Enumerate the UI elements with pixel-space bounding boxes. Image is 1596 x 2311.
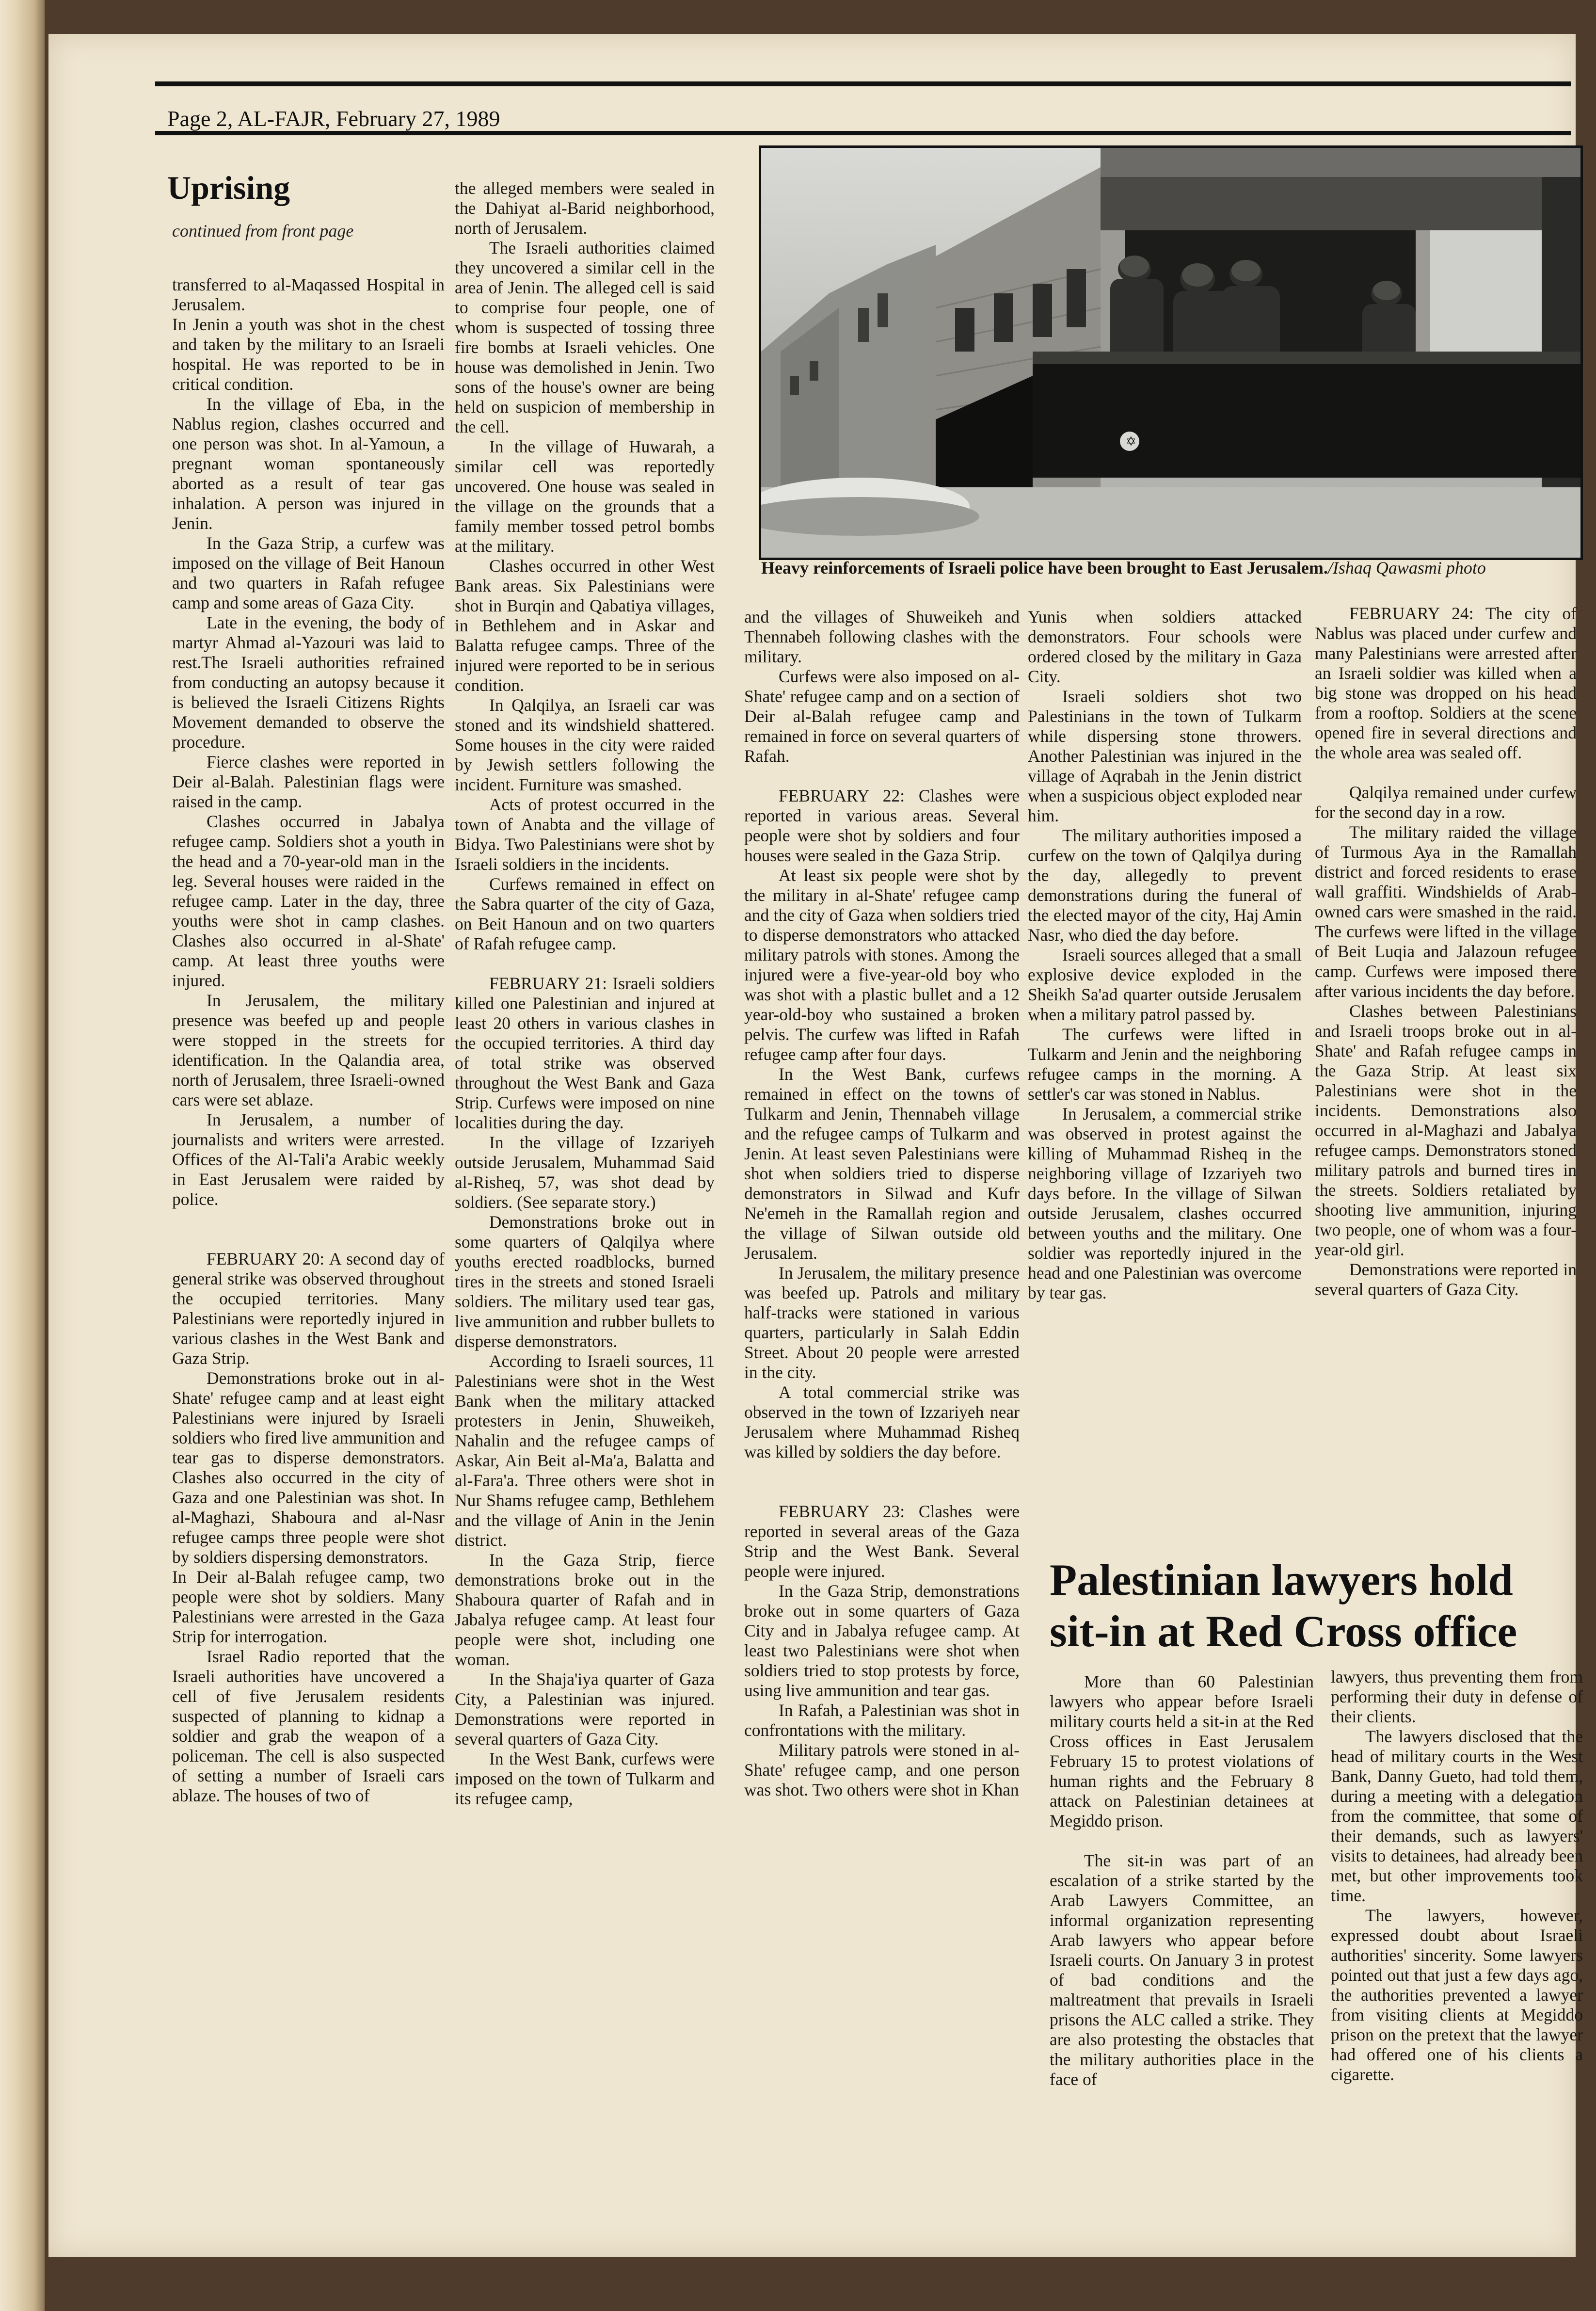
- svg-text:✡: ✡: [1126, 434, 1136, 449]
- paragraph: In Jerusalem, a commercial strike was observed in protest against the killing of Muhammad Risheq in the neighboring village of Izzariyeh two days before. In the village of Silwan outside Jerusalem, clashes occurred between youths and the military. One soldier was reportedly injured in the head and one Palestinian was overcome by tear gas.: [1028, 1104, 1302, 1302]
- paragraph: Clashes between Palestinians and Israeli troops broke out in al-Shate' and Rafah refugee camps in the Gaza Strip. At least six Palestinians were shot in the incidents. Demonstrations also occurred in al-Maghazi and Jabalya refugee camps. Demonstrators stoned military patrols and burned tires in the streets. Soldiers retaliated by shooting live ammunition, injuring two people, one of whom was a four-year-old girl.: [1315, 1001, 1577, 1259]
- paragraph: Israel Radio reported that the Israeli authorities have uncovered a cell of five Jerusalem residents suspected of planning to kidnap a soldier and grab the weapon of a policeman. The cell is also suspected of setting a number of Israeli cars ablaze. The houses of two of: [172, 1647, 445, 1805]
- lawyers-column-1: [1050, 1672, 1314, 2089]
- photo-caption: [761, 558, 1585, 578]
- paragraph: In the village of Izzariyeh outside Jerusalem, Muhammad Said al-Risheq, 57, was shot dead by soldiers. (See separate story.): [455, 1133, 715, 1212]
- paragraph: In Jerusalem, a number of journalists and writers were arrested. Offices of the Al-Tali'a Arabic weekly in East Jerusalem were raided by police.: [172, 1110, 445, 1209]
- paragraph: Clashes occurred in Jabalya refugee camp. Soldiers shot a youth in the head and a 70-year-old man in the leg. Several houses were raided in the refugee camp. Later in the day, three youths were shot in camp clashes. Clashes also occurred in al-Shate' camp. At least three youths were injured.: [172, 812, 445, 990]
- paragraph: In Qalqilya, an Israeli car was stoned and its windshield shattered. Some houses in the city were raided by Jewish settlers following the incident. Furniture was smashed.: [455, 695, 715, 794]
- paragraph: Fierce clashes were reported in Deir al-Balah. Palestinian flags were raised in the camp.: [172, 752, 445, 811]
- paragraph: and the villages of Shuweikeh and Thennabeh following clashes with the military.: [744, 607, 1020, 666]
- article-column-1: [172, 275, 445, 1806]
- police-reinforcements-photo: [761, 148, 1580, 558]
- paragraph: In Jerusalem, the military presence was beefed up. Patrols and military half-tracks were stationed in various quarters, particularly in Salah Eddin Street. About 20 people were arrested in the city.: [744, 1263, 1020, 1382]
- paragraph: In the Gaza Strip, a curfew was imposed on the village of Beit Hanoun and two quarters in Rafah refugee camp and some areas of Gaza City.: [172, 533, 445, 612]
- paragraph: Israeli sources alleged that a small explosive device exploded in the Sheikh Sa'ad quarter outside Jerusalem when a military patrol passed by.: [1028, 945, 1302, 1024]
- paragraph: In Jenin a youth was shot in the chest and taken by the military to an Israeli hospital. He was reported to be in critical condition.: [172, 315, 445, 394]
- paragraph: More than 60 Palestinian lawyers who appear before Israeli military courts held a sit-in at the Red Cross offices in East Jerusalem February 15 to protest violations of human rights and the February 8 attack on Palestinian detainees at Megiddo prison.: [1050, 1672, 1314, 1830]
- paragraph: The sit-in was part of an escalation of a strike started by the Arab Lawyers Committee, an informal organization representing Arab lawyers who appear before Israeli courts. On January 3 in protest of bad conditions and the maltreatment that prevails in Israeli prisons the ALC called a strike. They are also protesting the obstacles that the military authorities place in the face of: [1050, 1851, 1314, 2089]
- article-column-3: [744, 607, 1020, 1800]
- paragraph: Qalqilya remained under curfew for the second day in a row.: [1315, 783, 1577, 822]
- paragraph: The military authorities imposed a curfew on the town of Qalqilya during the day, allegedly to prevent demonstrations during the funeral of the elected mayor of the city, Haj Amin Nasr, who died the day before.: [1028, 826, 1302, 945]
- paragraph: lawyers, thus preventing them from performing their duty in defense of their clients.: [1331, 1667, 1583, 1726]
- paragraph: Yunis when soldiers attacked demonstrators. Four schools were ordered closed by the military in Gaza City.: [1028, 607, 1302, 686]
- paragraph: According to Israeli sources, 11 Palestinians were shot in the West Bank when the military attacked protesters in Jenin, Shuweikeh, Nahalin and the refugee camps of Askar, Ain Beit al-Ma'a, Balatta and al-Fara'a. Three others were shot in Nur Shams refugee camp, Bethlehem and the village of Anin in the Jenin district.: [455, 1351, 715, 1550]
- paragraph: FEBRUARY 24: The city of Nablus was placed under curfew and many Palestinians were arrested after an Israeli soldier was killed when a big stone was dropped on his head from a rooftop. Soldiers at the scene opened fire in several directions and the whole area was sealed off.: [1315, 604, 1577, 762]
- article-headline: Uprising: [167, 169, 290, 206]
- paragraph: Demonstrations broke out in some quarters of Qalqilya where youths erected roadblocks, burned tires in the streets and stoned Israeli soldiers. The military used tear gas, live ammunition and rubber bullets to disperse demonstrators.: [455, 1212, 715, 1351]
- paragraph: Demonstrations were reported in several quarters of Gaza City.: [1315, 1260, 1577, 1299]
- paragraph: FEBRUARY 22: Clashes were reported in various areas. Several people were shot by soldiers and four houses were sealed in the Gaza Strip.: [744, 786, 1020, 865]
- paragraph: The curfews were lifted in Tulkarm and Jenin and the neighboring refugee camps in the morning. A settler's car was stoned in Nablus.: [1028, 1025, 1302, 1104]
- header-rule: [155, 131, 1571, 135]
- book-binding: [0, 0, 45, 2311]
- paragraph: FEBRUARY 20: A second day of general strike was observed throughout the occupied territories. Many Palestinians were reportedly injured in various clashes in the West Bank and Gaza Strip.: [172, 1249, 445, 1368]
- paragraph: Clashes occurred in other West Bank areas. Six Palestinians were shot in Burqin and Qabatiya villages, in Bethlehem and in Askar and Balatta refugee camps. Three of the injured were reported to be in serious condition.: [455, 556, 715, 695]
- paragraph: Israeli soldiers shot two Palestinians in the town of Tulkarm while dispersing stone throwers. Another Palestinian was injured in the village of Aqrabah in the Jenin district when a suspicious object exploded near him.: [1028, 687, 1302, 825]
- photo-credit: /Ishaq Qawasmi photo: [1327, 558, 1486, 578]
- paragraph: Curfews remained in effect on the Sabra quarter of the city of Gaza, on Beit Hanoun and on two quarters of Rafah refugee camp.: [455, 874, 715, 953]
- paragraph: In the village of Huwarah, a similar cell was reportedly uncovered. One house was sealed in the village on the grounds that a family member tossed petrol bombs at the military.: [455, 437, 715, 556]
- paragraph: In the Gaza Strip, fierce demonstrations broke out in the Shaboura quarter of Rafah and in Jabalya refugee camp. At least four people were shot, including one woman.: [455, 1550, 715, 1669]
- article-column-2: [455, 178, 715, 1809]
- news-photo: [759, 145, 1583, 560]
- top-rule: [155, 81, 1571, 86]
- paragraph: transferred to al-Maqassed Hospital in Jerusalem.: [172, 275, 445, 314]
- paragraph: In the Shaja'iya quarter of Gaza City, a Palestinian was injured. Demonstrations were reported in several quarters of Gaza City.: [455, 1669, 715, 1749]
- paragraph: In the Gaza Strip, demonstrations broke out in some quarters of Gaza City and in Jabalya refugee camp. At least two Palestinians were shot when soldiers tried to stop protests by force, using live ammunition and tear gas.: [744, 1581, 1020, 1700]
- paragraph: the alleged members were sealed in the Dahiyat al-Barid neighborhood, north of Jerusalem.: [455, 178, 715, 238]
- article-column-4: [1028, 607, 1302, 1303]
- paragraph: The lawyers disclosed that the head of military courts in the West Bank, Danny Gueto, had told them, during a meeting with a delegation from the committee, that some of their demands, such as lawyers' visits to detainees, had already been met, but other improvements took time.: [1331, 1727, 1583, 1905]
- paragraph: Demonstrations broke out in al-Shate' refugee camp and at least eight Palestinians were injured by Israeli soldiers who fired live ammunition and tear gas to disperse demonstrators. Clashes also occurred in the city of Gaza and one Palestinian was shot. In al-Maghazi, Shaboura and al-Nasr refugee camps three people were shot by soldiers dispersing demonstrators.: [172, 1368, 445, 1567]
- caption-text: Heavy reinforcements of Israeli police have been brought to East Jerusalem.: [761, 558, 1328, 578]
- paragraph: In Rafah, a Palestinian was shot in confrontations with the military.: [744, 1701, 1020, 1740]
- paragraph: The Israeli authorities claimed they uncovered a similar cell in the area of Jenin. The alleged cell is said to comprise four people, one of whom is suspected of tossing three fire bombs at Israeli vehicles. One house was demolished in Jenin. Two sons of the house's owner are being held on suspicion of membership in the cell.: [455, 238, 715, 436]
- paragraph: FEBRUARY 21: Israeli soldiers killed one Palestinian and injured at least 20 others in various clashes in the occupied territories. A third day of total strike was observed throughout the West Bank and Gaza Strip. Curfews were imposed on nine localities during the day.: [455, 974, 715, 1132]
- paragraph: In the village of Eba, in the Nablus region, clashes occurred and one person was shot. In al-Yamoun, a pregnant woman spontaneously aborted as a result of tear gas inhalation. A person was injured in Jenin.: [172, 394, 445, 533]
- paragraph: The lawyers, however, expressed doubt about Israeli authorities' sincerity. Some lawyers pointed out that just a few days ago, the authorities prevented a lawyer from visiting clients at Megiddo prison on the pretext that the lawyer had offered one of his clients a cigarette.: [1331, 1906, 1583, 2084]
- paragraph: At least six people were shot by the military in al-Shate' refugee camp and the city of Gaza when soldiers tried to disperse demonstrators who attacked military patrols with stones. Among the injured were a five-year-old boy who was shot with a plastic bullet and a 12 year-old-boy who sustained a broken pelvis. The curfew was lifted in Rafah refugee camp after four days.: [744, 866, 1020, 1064]
- paragraph: Acts of protest occurred in the town of Anabta and the village of Bidya. Two Palestinians were shot by Israeli soldiers in the incidents.: [455, 795, 715, 874]
- lawyers-headline: Palestinian lawyers hold sit-in at Red Cross office: [1050, 1555, 1517, 1656]
- paragraph: In Jerusalem, the military presence was beefed up and people were stopped in the streets for identification. In the Qalandia area, north of Jerusalem, three Israeli-owned cars were set ablaze.: [172, 991, 445, 1109]
- paragraph: Curfews were also imposed on al-Shate' refugee camp and on a section of Deir al-Balah refugee camp and remained in force on several quarters of Rafah.: [744, 667, 1020, 766]
- running-head: Page 2, AL-FAJR, February 27, 1989: [167, 106, 500, 131]
- lawyers-column-2: [1331, 1667, 1583, 2085]
- paragraph: Late in the evening, the body of martyr Ahmad al-Yazouri was laid to rest.The Israeli authorities refrained from conducting an autopsy because it is believed the Israeli Citizens Rights Movement demanded to observe the procedure.: [172, 613, 445, 752]
- paragraph: In Deir al-Balah refugee camp, two people were shot by soldiers. Many Palestinians were arrested in the Gaza Strip for interrogation.: [172, 1567, 445, 1646]
- paragraph: The military raided the village of Turmous Aya in the Ramallah district and forced residents to erase wall graffiti. Windshields of Arab-owned cars were smashed in the raid. The curfews were lifted in the village of Beit Luqia and Jalazoun refugee camp. Curfews were imposed there after various incidents the day before.: [1315, 822, 1577, 1001]
- continued-note: continued from front page: [172, 221, 354, 241]
- paragraph: FEBRUARY 23: Clashes were reported in several areas of the Gaza Strip and the West Bank. Several people were injured.: [744, 1502, 1020, 1581]
- paragraph: In the West Bank, curfews remained in effect on the towns of Tulkarm and Jenin, Thennabeh village and the refugee camps of Tulkarm and Jenin. At least seven Palestinians were shot when soldiers tried to disperse demonstrators in Silwad and Kufr Ne'emeh in the Ramallah region and the village of Silwan outside old Jerusalem.: [744, 1064, 1020, 1263]
- paragraph: Military patrols were stoned in al-Shate' refugee camp, and one person was shot. Two others were shot in Khan: [744, 1740, 1020, 1799]
- paragraph: A total commercial strike was observed in the town of Izzariyeh near Jerusalem where Muhammad Risheq was killed by soldiers the day before.: [744, 1382, 1020, 1461]
- paragraph: In the West Bank, curfews were imposed on the town of Tulkarm and its refugee camp,: [455, 1749, 715, 1808]
- article-column-5: [1315, 604, 1577, 1300]
